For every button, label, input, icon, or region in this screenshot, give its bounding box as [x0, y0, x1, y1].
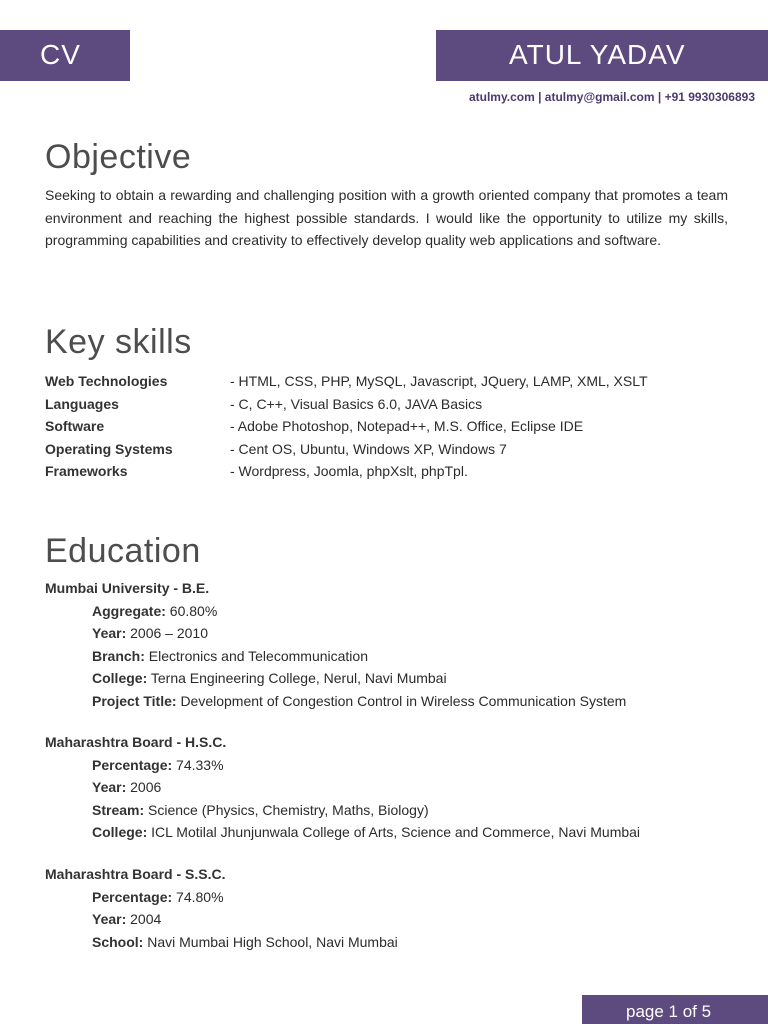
- skill-label: Web Technologies: [45, 373, 168, 389]
- name-banner: [436, 30, 768, 81]
- email-link[interactable]: atulmy@gmail.com: [544, 90, 655, 104]
- objective-heading: Objective: [45, 138, 192, 176]
- skills-heading: Key skills: [45, 323, 192, 361]
- detail-value: 2004: [130, 911, 162, 928]
- detail-value: Electronics and Telecommunication: [148, 647, 368, 664]
- contact-separator: |: [654, 90, 665, 104]
- candidate-name: ATUL YADAV: [509, 39, 686, 70]
- phone-number: +91 9930306893: [664, 90, 755, 104]
- education-detail: [45, 754, 745, 777]
- detail-label: Year:: [92, 625, 127, 642]
- page-label: page 1 of 5: [626, 1002, 712, 1021]
- skill-row: [45, 438, 725, 461]
- skill-value: - HTML, CSS, PHP, MySQL, Javascript, JQuery, LAMP, XML, XSLT: [230, 373, 648, 389]
- education-entry: [45, 731, 745, 844]
- page-indicator: [582, 995, 768, 1024]
- education-entry: [45, 863, 745, 953]
- detail-label: College:: [92, 824, 148, 841]
- education-detail: [45, 645, 745, 668]
- education-detail: [45, 821, 745, 844]
- detail-value: 2006 – 2010: [130, 625, 208, 642]
- cv-banner: [0, 30, 130, 81]
- detail-label: Percentage:: [92, 756, 173, 773]
- education-detail: [45, 908, 745, 931]
- education-detail: [45, 931, 745, 954]
- skill-label: Languages: [45, 395, 119, 412]
- skill-value: - C, C++, Visual Basics 6.0, JAVA Basics: [230, 395, 483, 412]
- skills-list: [45, 370, 725, 483]
- skill-value: - Wordpress, Joomla, phpXslt, phpTpl.: [230, 463, 468, 480]
- detail-label: Stream:: [92, 801, 145, 818]
- skill-row: [45, 460, 725, 483]
- detail-value: 74.80%: [176, 888, 224, 905]
- education-detail: [45, 799, 745, 822]
- objective-text: Seeking to obtain a rewarding and challenging position with a growth oriented company that promotes a team environment and reaching the highest possible standards. I would like the opportunity to utilize my skills, programming capabilities and creativity to effectively develop quality web applications and software.: [45, 187, 728, 248]
- skill-label: Operating Systems: [45, 440, 173, 457]
- detail-label: Aggregate:: [92, 602, 166, 619]
- skill-label: Software: [45, 418, 105, 435]
- education-detail: [45, 600, 745, 623]
- detail-value: ICL Motilal Jhunjunwala College of Arts, Science and Commerce, Navi Mumbai: [151, 824, 641, 841]
- education-detail: [45, 622, 745, 645]
- detail-value: 74.33%: [176, 756, 224, 773]
- detail-value: 60.80%: [169, 602, 218, 619]
- education-entry-heading: Maharashtra Board - S.S.C.: [45, 866, 226, 882]
- contact-line: [469, 90, 755, 104]
- education-entry-heading: Maharashtra Board - H.S.C.: [45, 734, 227, 750]
- skill-value: - Cent OS, Ubuntu, Windows XP, Windows 7: [230, 440, 507, 457]
- skill-row: [45, 393, 725, 416]
- detail-value: Science (Physics, Chemistry, Maths, Biology): [148, 801, 429, 818]
- skill-row: [45, 370, 725, 393]
- education-detail: [45, 667, 745, 690]
- skill-row: [45, 415, 725, 438]
- cv-label: CV: [40, 39, 81, 70]
- education-detail: [45, 776, 745, 799]
- detail-value: Terna Engineering College, Nerul, Navi Mumbai: [150, 670, 447, 687]
- detail-value: 2006: [130, 779, 162, 796]
- detail-label: Percentage:: [92, 888, 173, 905]
- contact-separator: |: [534, 90, 545, 104]
- education-detail: [45, 886, 745, 909]
- detail-value: Development of Congestion Control in Wireless Communication System: [180, 692, 627, 709]
- detail-value: Navi Mumbai High School, Navi Mumbai: [147, 933, 398, 950]
- education-entry-heading: Mumbai University - B.E.: [45, 580, 210, 596]
- detail-label: College:: [92, 670, 148, 687]
- detail-label: Branch:: [92, 647, 145, 664]
- education-detail: [45, 690, 745, 713]
- detail-label: School:: [92, 933, 144, 950]
- education-heading: Education: [45, 532, 201, 570]
- detail-label: Project Title:: [92, 692, 177, 709]
- website-link[interactable]: atulmy.com: [468, 90, 535, 104]
- education-entry: [45, 577, 745, 713]
- skill-label: Frameworks: [45, 463, 128, 480]
- detail-label: Year:: [92, 779, 127, 796]
- detail-label: Year:: [92, 911, 127, 928]
- skill-value: - Adobe Photoshop, Notepad++, M.S. Office, Eclipse IDE: [230, 418, 584, 435]
